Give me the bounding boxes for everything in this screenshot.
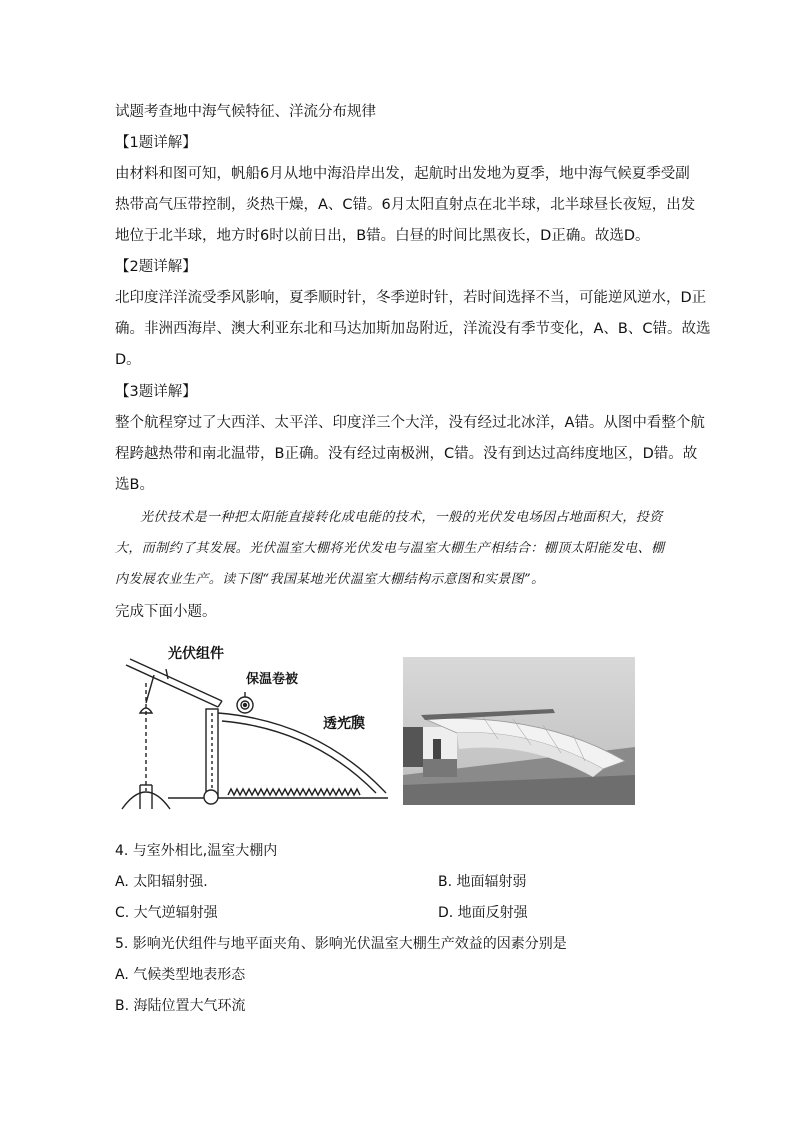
option-4d[interactable]: D. 地面反射强 (438, 905, 528, 921)
section-heading: 【3题详解】 (115, 384, 197, 400)
question-5-stem: 5. 影响光伏组件与地平面夹角、影响光伏温室大棚生产效益的因素分别是 (115, 936, 567, 952)
section-heading: 【2题详解】 (115, 259, 197, 275)
text-line: 地位于北半球，地方时6时以前日出，B错。白昼的时间比黑夜长，D正确。故选D。 (115, 228, 650, 244)
instruction: 完成下面小题。 (115, 604, 217, 620)
text-line: 整个航程穿过了大西洋、太平洋、印度洋三个大洋，没有经过北冰洋，A错。从图中看整个航 (115, 415, 705, 431)
option-4a[interactable]: A. 太阳辐射强. (115, 874, 208, 890)
option-5b[interactable]: B. 海陆位置大气环流 (115, 998, 246, 1014)
text-line: 程跨越热带和南北温带，B正确。没有经过南极洲，C错。没有到达过高纬度地区，D错。故 (115, 446, 698, 462)
passage-line: 光伏技术是一种把太阳能直接转化成电能的技术，一般的光伏发电场因占地面积大，投资 (140, 510, 663, 525)
section-heading: 【1题详解】 (115, 135, 197, 151)
question-4-stem: 4. 与室外相比,温室大棚内 (115, 843, 278, 859)
label-light-film: 透光膜 (323, 716, 365, 732)
text-line: 北印度洋洋流受季风影响，夏季顺时针，冬季逆时针，若时间选择不当，可能逆风逆水，D正 (115, 290, 707, 306)
option-4b[interactable]: B. 地面辐射弱 (438, 874, 527, 890)
label-pv-module: 光伏组件 (168, 646, 224, 662)
option-4c[interactable]: C. 大气逆辐射强 (115, 905, 218, 921)
text-line: 确。非洲西海岸、澳大利亚东北和马达加斯加岛附近，洋流没有季节变化，A、B、C错。故选 (115, 321, 711, 337)
text-line: 由材料和图可知，帆船6月从地中海沿岸出发，起航时出发地为夏季，地中海气候夏季受副 (115, 166, 690, 182)
greenhouse-diagram (118, 643, 398, 813)
text-line: 热带高气压带控制，炎热干燥，A、C错。6月太阳直射点在北半球，北半球昼长夜短，出发 (115, 197, 696, 213)
text-line: 选B。 (115, 477, 154, 493)
greenhouse-photo (403, 657, 635, 805)
passage-line: 大，而制约了其发展。光伏温室大棚将光伏发电与温室大棚生产相结合：棚顶太阳能发电、棚 (115, 541, 665, 556)
text-line: 试题考查地中海气候特征、洋流分布规律 (115, 104, 376, 120)
text-line: D。 (115, 352, 141, 368)
label-insulation-quilt: 保温卷被 (246, 672, 299, 687)
option-5a[interactable]: A. 气候类型地表形态 (115, 967, 246, 983)
passage-line: 内发展农业生产。读下图“我国某地光伏温室大棚结构示意图和实景图”。 (115, 572, 545, 587)
